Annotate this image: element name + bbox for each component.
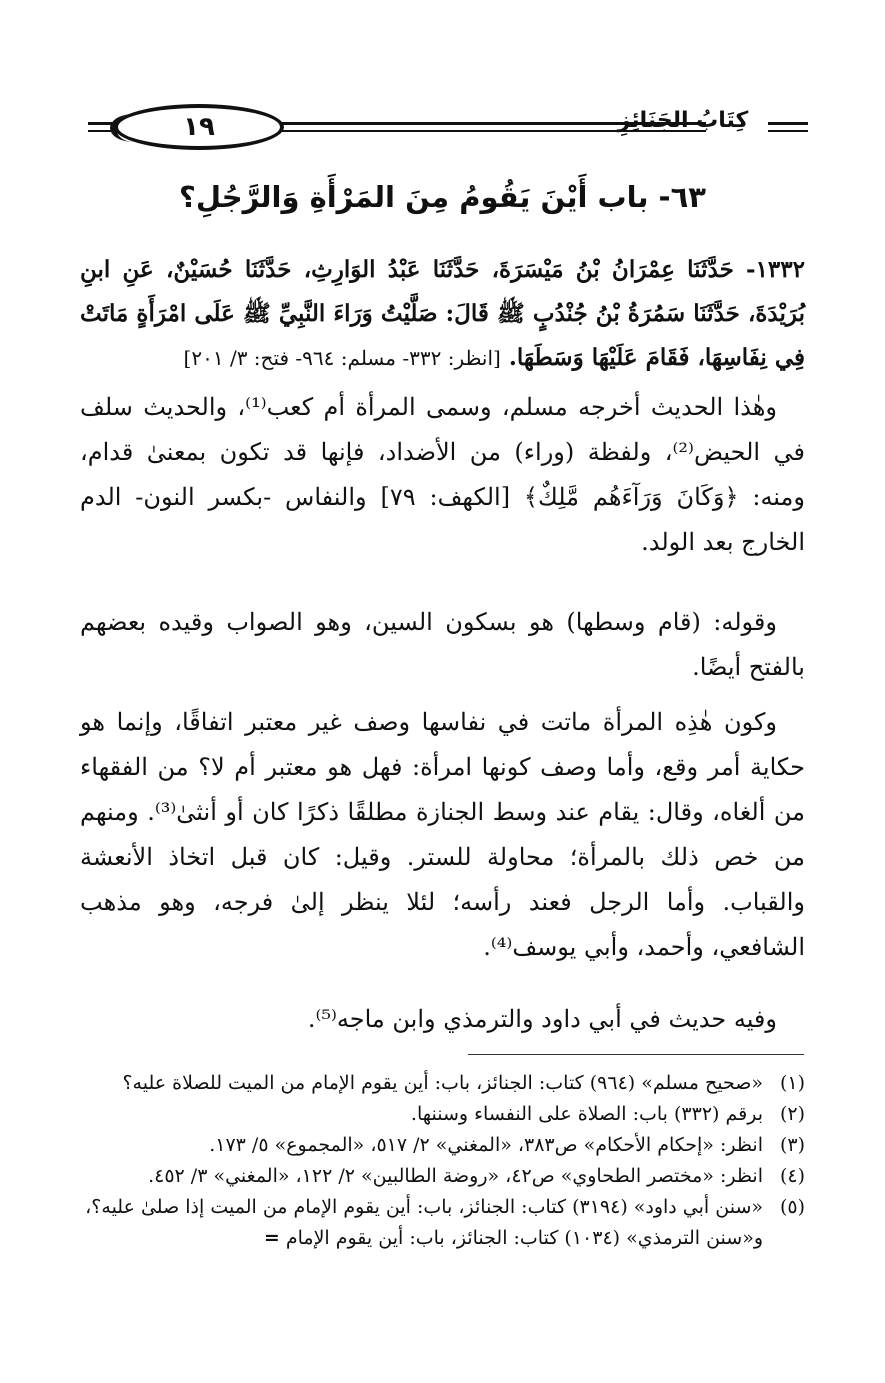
footnote-separator	[468, 1054, 804, 1055]
footnotes	[80, 1068, 805, 1254]
paragraph-3: وكون هٰذِه المرأة ماتت في نفاسها وصف غير معتبر اتفاقًا، وإنما هو حكاية أمر وقع، وأما وصف كونها امرأة: فهل هو معتبر أم لا؟ من الفقهاء من ألغاه، وقال: يقام عند وسط الجنازة مطلقًا ذكرًا كان أو أنثىٰ⁽³⁾. ومنهم من خص ذلك بالمرأة؛ محاولة للستر. وقيل: كان قبل اتخاذ الأنعشة والقباب. وأما الرجل فعند رأسه؛ لئلا ينظر إلىٰ فرجه، وهو مذهب الشافعي، وأحمد، وأبي يوسف⁽⁴⁾.	[80, 708, 806, 961]
footnote-text-wrap	[80, 1192, 763, 1254]
header-rule-right-thin	[768, 130, 808, 132]
footnote-text: برقم (٣٣٢) باب: الصلاة على النفساء وسننها.	[410, 1103, 763, 1125]
footnote-item	[80, 1161, 805, 1192]
footnote-item	[80, 1130, 805, 1161]
hadith-body: ١٣٣٢- حَدَّثَنَا عِمْرَانُ بْنُ مَيْسَرَةَ، حَدَّثَنَا عَبْدُ الوَارِثِ، حَدَّثَنَا حُسَيْنٌ، عَنِ ابنِ بُرَيْدَةَ، حَدَّثَنَا سَمُرَةُ بْنُ جُنْدُبٍ ﷺ قَالَ: صَلَّيْتُ وَرَاءَ النَّبِيِّ ﷺ عَلَى امْرَأَةٍ مَاتَتْ فِي نِفَاسِهَا، فَقَامَ عَلَيْهَا وَسَطَهَا.	[80, 256, 805, 371]
footnote-item	[80, 1192, 805, 1254]
footnote-number: (٢)	[779, 1103, 805, 1125]
paragraph-2: وقوله: (قام وسطها) هو بسكون السين، وهو الصواب وقيده بعضهم بالفتح أيضًا.	[80, 608, 805, 681]
footnote-item	[80, 1099, 805, 1130]
hadith-reference: [انظر: ٣٣٢- مسلم: ٩٦٤- فتح: ٣/ ٢٠١]	[183, 346, 501, 370]
footnote-text: «سنن أبي داود» (٣١٩٤) كتاب: الجنائز، باب: أين يقوم الإمام من الميت إذا صلىٰ عليه؟، و«سنن الترمذي» (١٠٣٤) كتاب: الجنائز، باب: أين يقوم الإمام	[85, 1196, 763, 1249]
footnote-number: (٣)	[779, 1134, 805, 1156]
paragraph-1: وهٰذا الحديث أخرجه مسلم، وسمى المرأة أم كعب⁽¹⁾، والحديث سلف في الحيض⁽²⁾، ولفظة (وراء) من الأضداد، فإنها قد تكون بمعنىٰ قدام، ومنه: ﴿وَكَانَ وَرَآءَهُم مَّلِكٌ﴾ [الكهف: ٧٩] والنفاس -بكسر النون- الدم الخارج بعد الولد.	[80, 393, 805, 556]
chapter-heading: ٦٣- باب أَيْنَ يَقُومُ مِنَ المَرْأَةِ وَالرَّجُلِ؟	[179, 180, 706, 214]
footnote-number: (٥)	[779, 1196, 805, 1218]
footnote-text: انظر: «إحكام الأحكام» ص٣٨٣، «المغني» ٢/ ٥١٧، «المجموع» ٥/ ١٧٣.	[209, 1134, 763, 1156]
footnote-number: (١)	[779, 1072, 805, 1094]
paragraph-4: وفيه حديث في أبي داود والترمذي وابن ماجه⁽⁵⁾.	[307, 1005, 777, 1033]
header-rule-right	[768, 122, 808, 125]
book-title: كِتَابُ الجَنَائِزِ	[617, 108, 749, 133]
page-number-frame	[114, 104, 284, 150]
page-header	[88, 100, 808, 156]
hadith-text	[80, 248, 805, 380]
footnote-item	[80, 1068, 805, 1099]
footnote-text: «صحيح مسلم» (٩٦٤) كتاب: الجنائز، باب: أين يقوم الإمام من الميت للصلاة عليه؟	[122, 1072, 763, 1094]
footnote-text: انظر: «مختصر الطحاوي» ص٤٢، «روضة الطالبين» ٢/ ١٢٢، «المغني» ٣/ ٤٥٢.	[148, 1165, 763, 1187]
continuation-mark: =	[263, 1227, 280, 1249]
page-number: ١٩	[183, 112, 215, 142]
footnote-number: (٤)	[779, 1165, 805, 1187]
